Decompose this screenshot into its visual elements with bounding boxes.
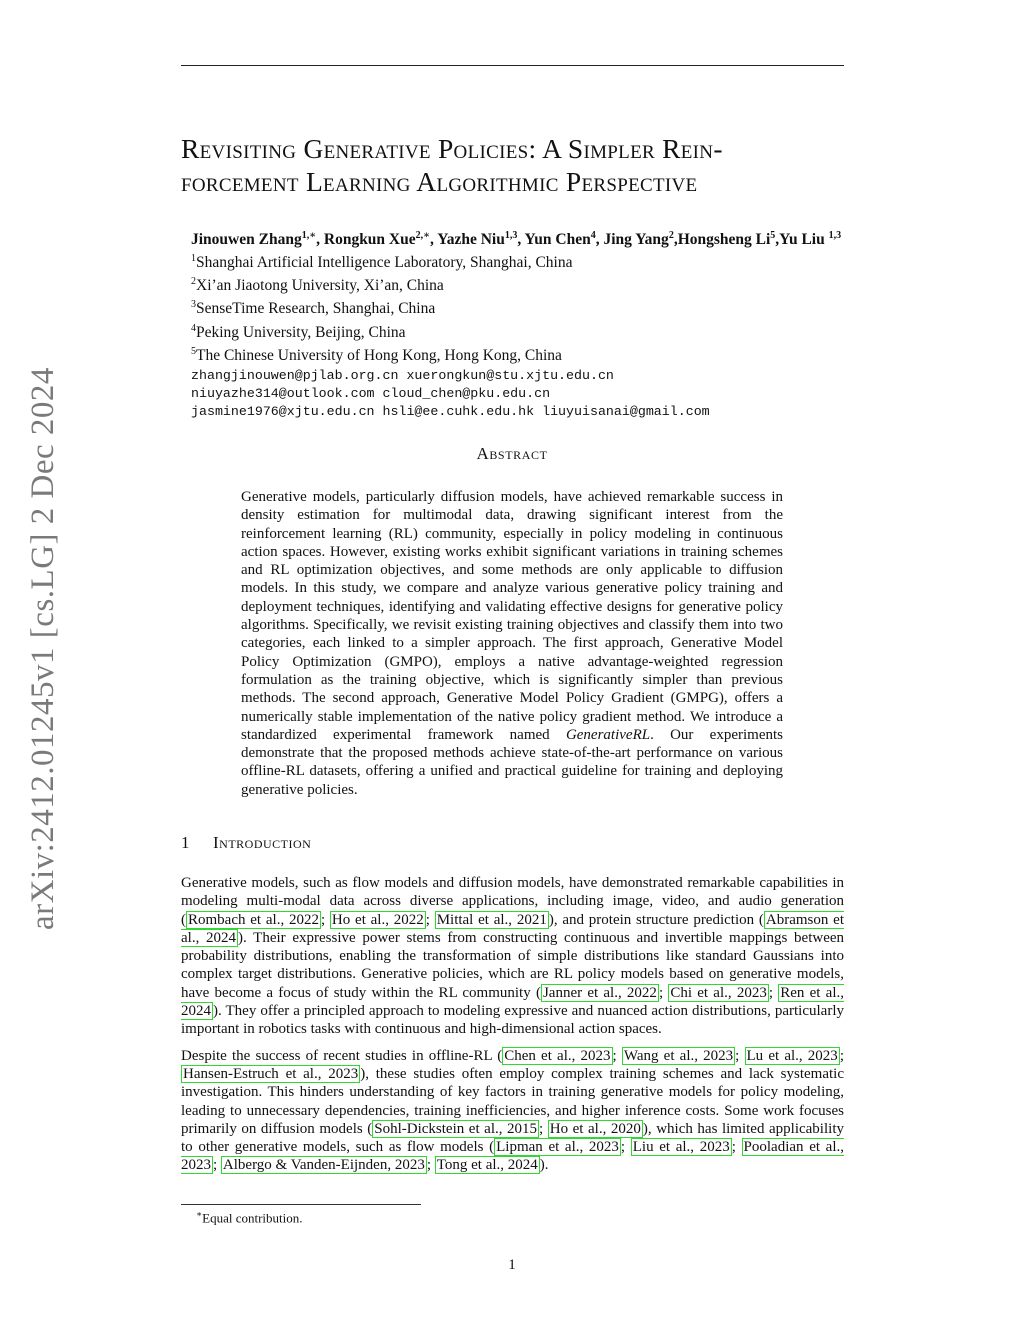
citation-link[interactable]: Hansen-Estruch et al., 2023 bbox=[183, 1065, 359, 1082]
abstract-heading: Abstract bbox=[476, 444, 548, 463]
footnote-rule bbox=[181, 1204, 421, 1205]
affiliation bbox=[191, 319, 891, 342]
citation-link[interactable]: Ren et al., 2024 bbox=[181, 984, 845, 1020]
intro-paragraph-2 bbox=[181, 1047, 844, 1175]
page-number: 1 bbox=[508, 1257, 516, 1273]
author-block bbox=[191, 226, 891, 421]
email-list bbox=[191, 367, 891, 421]
section-heading bbox=[181, 833, 311, 853]
citation-link[interactable]: Albergo & Vanden-Eijnden, 2023 bbox=[222, 1157, 425, 1174]
author-name: Hongsheng Li bbox=[677, 231, 771, 249]
affiliation bbox=[191, 272, 891, 295]
affiliation-text: Xi’an Jiaotong University, Xi’an, China bbox=[196, 277, 444, 295]
paragraph-text: ; bbox=[320, 911, 330, 928]
author-list bbox=[191, 226, 891, 249]
paragraph-text: ; bbox=[735, 1047, 745, 1064]
affiliation-number: 1 bbox=[191, 253, 196, 265]
affiliation bbox=[191, 342, 891, 365]
author-name: Yun Chen bbox=[524, 231, 591, 249]
paragraph-text: ; bbox=[539, 1120, 548, 1137]
citation-link[interactable]: Chi et al., 2023 bbox=[670, 984, 767, 1001]
paper-title bbox=[181, 132, 861, 198]
author-separator: , bbox=[595, 231, 604, 249]
paragraph-text: ). Their expressive power stems from constructing continuous and invertible mappings between probability distributions, enabling the transformation of simple distributions like standard Gaussians into complex target distributions. Generative policies, which are RL policy models based on generative models, have become a focus of study within the RL community ( bbox=[181, 929, 845, 1001]
author-affiliation-mark: 5 bbox=[770, 230, 776, 241]
paragraph-text: ; bbox=[213, 1157, 221, 1174]
author-name: Rongkun Xue bbox=[323, 231, 416, 249]
citation-link[interactable]: Mittal et al., 2021 bbox=[436, 911, 547, 928]
citation-link[interactable]: Lu et al., 2023 bbox=[746, 1047, 838, 1064]
intro-paragraph-1 bbox=[181, 874, 844, 1039]
paragraph-text: ; bbox=[768, 984, 779, 1001]
footnote bbox=[196, 1209, 303, 1226]
citation-link[interactable]: Liu et al., 2023 bbox=[632, 1139, 730, 1156]
citation-link[interactable]: Tong et al., 2024 bbox=[436, 1157, 538, 1174]
paragraph-text: ; bbox=[620, 1139, 631, 1156]
framework-name: GenerativeRL bbox=[565, 726, 651, 743]
paragraph-text: Generative models, such as flow models and diffusion models, have demonstrated remarkable capabilities in modeling multi-modal data across diverse applications, including image, video, and audio generation ( bbox=[181, 875, 844, 928]
affiliation-number: 5 bbox=[191, 345, 196, 357]
arxiv-identifier[interactable]: arXiv:2412.01245v1 [cs.LG] 2 Dec 2024 bbox=[25, 367, 61, 930]
footnote-mark: ∗ bbox=[196, 1209, 203, 1219]
email-line: zhangjinouwen@pjlab.org.cn xuerongkun@stu.xjtu.edu.cn bbox=[191, 367, 614, 383]
abstract-part-1: Generative models, particularly diffusion models, have achieved remarkable success in density estimation for multimodal data, drawing significant interest from the reinforcement learning (RL) community, especially in policy modeling in continuous action spaces. However, existing works exhibit significant variations in training schemes and RL optimization objectives, and some methods are only applicable to diffusion models. In this study, we compare and analyze various generative policy training and deployment techniques, identifying and validating effective designs for generative policy algorithms. Specifically, we revisit existing training objectives and classify them into two categories, each linked to a simpler approach. The first approach, Generative Model Policy Optimization (GMPO), employs a native advantage-weighted regression formulation as the training objective, which is significantly simpler than previous methods. The second approach, Generative Model Policy Gradient (GMPG), offers a numerically stable implementation of the native policy gradient method. We introduce a standardized experimental framework named bbox=[241, 489, 783, 743]
paragraph-text: ; bbox=[839, 1047, 844, 1064]
author-affiliation-mark: 2,∗ bbox=[415, 230, 431, 241]
citation-link[interactable]: Janner et al., 2022 bbox=[542, 984, 657, 1001]
author-separator: , bbox=[517, 231, 525, 249]
author-affiliation-mark: 4 bbox=[590, 230, 596, 241]
citation-link[interactable]: Rombach et al., 2022 bbox=[188, 911, 319, 928]
paragraph-text: ; bbox=[425, 911, 435, 928]
title-line-1: Revisiting Generative Policies: A Simpler Rein- bbox=[181, 133, 723, 164]
affiliation-number: 4 bbox=[191, 322, 196, 334]
footnote-text: Equal contribution. bbox=[202, 1210, 303, 1226]
citation-link[interactable]: Pooladian et al., 2023 bbox=[181, 1139, 845, 1174]
citation-link[interactable]: Wang et al., 2023 bbox=[623, 1047, 734, 1064]
paragraph-text: ; bbox=[426, 1157, 435, 1174]
abstract-text bbox=[241, 488, 783, 799]
abstract-part-2: . Our experiments demonstrate that the proposed methods achieve state-of-the-art performance on various offline-RL datasets, offering a unified and practical guideline for training and deploying generative policies. bbox=[241, 726, 783, 798]
paragraph-text: ), which has limited applicability to other generative models, such as flow models ( bbox=[181, 1120, 844, 1156]
affiliation-number: 2 bbox=[191, 276, 196, 288]
affiliation-list bbox=[191, 249, 891, 365]
author-separator: , bbox=[316, 231, 324, 249]
citation-link[interactable]: Ho et al., 2022 bbox=[331, 911, 424, 928]
header-rule bbox=[181, 65, 844, 66]
citation-link[interactable]: Ho et al., 2020 bbox=[549, 1120, 641, 1137]
affiliation-text: SenseTime Research, Shanghai, China bbox=[196, 300, 436, 318]
title-line-2: forcement Learning Algorithmic Perspective bbox=[181, 166, 698, 197]
citation-link[interactable]: Chen et al., 2023 bbox=[504, 1047, 611, 1064]
paragraph-text: ). They offer a principled approach to modeling expressive and nuanced action distributions, particularly important in robotics tasks with continuous and high-dimensional action spaces. bbox=[181, 1003, 844, 1038]
section-title: Introduction bbox=[213, 833, 312, 852]
author-name: Jing Yang bbox=[603, 231, 669, 249]
affiliation-text: Peking University, Beijing, China bbox=[196, 323, 406, 341]
paragraph-text: ). bbox=[539, 1157, 549, 1174]
affiliation-text: The Chinese University of Hong Kong, Hong Kong, China bbox=[196, 346, 562, 364]
author-name: Jinouwen Zhang bbox=[191, 231, 302, 249]
affiliation bbox=[191, 295, 891, 318]
author-name: Yazhe Niu bbox=[437, 231, 505, 249]
affiliation-number: 3 bbox=[191, 299, 196, 311]
paragraph-text: ; bbox=[658, 984, 669, 1001]
citation-link[interactable]: Abramson et al., 2024 bbox=[181, 911, 844, 946]
author-separator: , bbox=[430, 231, 438, 249]
author-affiliation-mark: 1,∗ bbox=[301, 230, 317, 241]
email-line: jasmine1976@xjtu.edu.cn hsli@ee.cuhk.edu.hk liuyuisanai@gmail.com bbox=[191, 403, 710, 419]
introduction-body bbox=[181, 874, 844, 1183]
author-affiliation-mark: 1,3 bbox=[504, 230, 518, 241]
citation-link[interactable]: Lipman et al., 2023 bbox=[496, 1139, 619, 1156]
paragraph-text: ; bbox=[731, 1139, 742, 1156]
affiliation bbox=[191, 249, 891, 272]
affiliation-text: Shanghai Artificial Intelligence Laboratory, Shanghai, China bbox=[196, 254, 573, 272]
author-name: Yu Liu bbox=[779, 231, 829, 249]
author-affiliation-mark: 1,3 bbox=[828, 230, 842, 241]
paragraph-text: ), and protein structure prediction ( bbox=[548, 911, 764, 928]
paragraph-text: Despite the success of recent studies in offline-RL ( bbox=[181, 1047, 503, 1064]
section-number: 1 bbox=[181, 833, 190, 852]
author-separator: , bbox=[775, 231, 780, 249]
email-line: niuyazhe314@outlook.com cloud_chen@pku.edu.cn bbox=[191, 385, 551, 401]
author-affiliation-mark: 2 bbox=[668, 230, 674, 241]
paragraph-text: ; bbox=[612, 1047, 622, 1064]
author-separator: , bbox=[673, 231, 678, 249]
paragraph-text: ), these studies often employ complex training schemes and lack systematic investigation. This hinders understanding of key factors in training generative models for policy modeling, leading to unnecessary dependencies, training inefficiencies, and higher inference costs. Some work focuses primarily on diffusion models ( bbox=[181, 1065, 844, 1137]
citation-link[interactable]: Sohl-Dickstein et al., 2015 bbox=[374, 1120, 538, 1137]
